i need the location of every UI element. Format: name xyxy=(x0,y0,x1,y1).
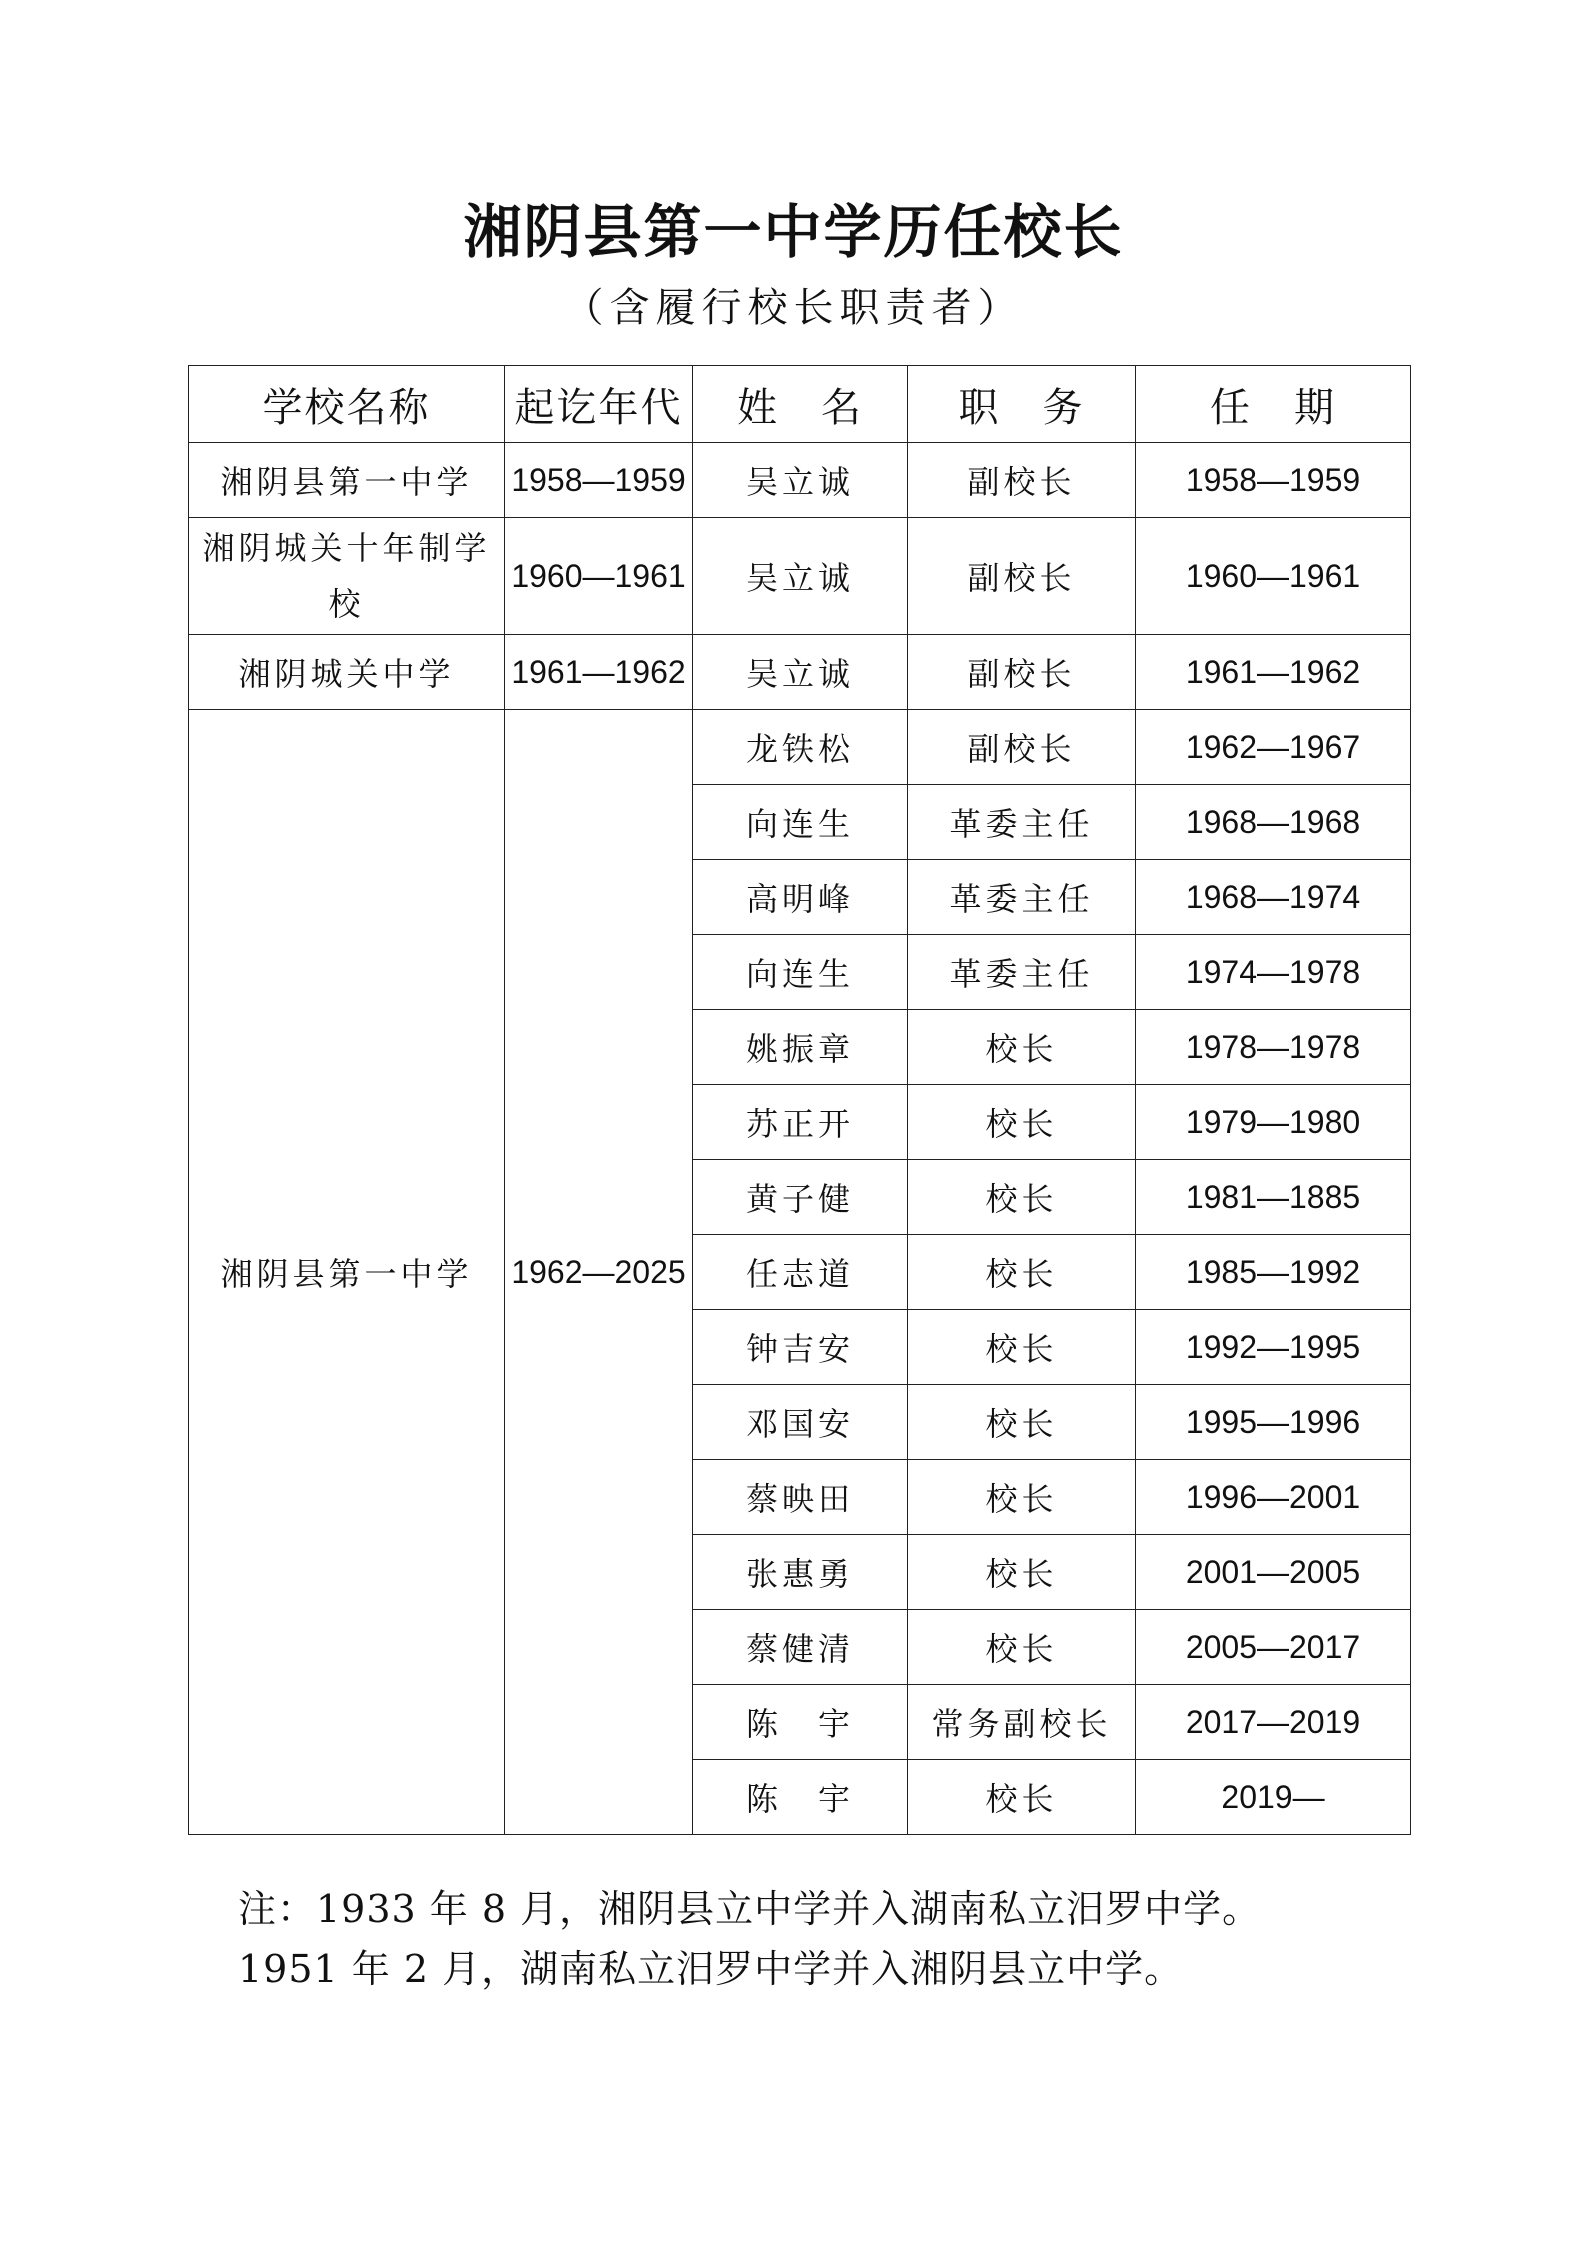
term-cell: 1996—2001 xyxy=(1136,1460,1411,1535)
term-cell: 1968—1974 xyxy=(1136,860,1411,935)
years-cell: 1961—1962 xyxy=(505,635,693,710)
term-cell: 1985—1992 xyxy=(1136,1235,1411,1310)
page-subtitle: （含履行校长职责者） xyxy=(563,285,1024,331)
name-cell: 高明峰 xyxy=(693,860,908,935)
position-cell: 常务副校长 xyxy=(908,1685,1136,1760)
position-cell: 校长 xyxy=(908,1760,1136,1835)
position-cell: 校长 xyxy=(908,1460,1136,1535)
header-position: 职 务 xyxy=(908,366,1136,443)
position-cell: 革委主任 xyxy=(908,935,1136,1010)
table-row xyxy=(189,635,1411,710)
term-cell: 2001—2005 xyxy=(1136,1535,1411,1610)
footnote-line-1: 注：1933 年 8 月，湘阴县立中学并入湖南私立汨罗中学。 xyxy=(238,1887,1262,1931)
name-cell: 张惠勇 xyxy=(693,1535,908,1610)
table-header-row xyxy=(189,366,1411,443)
table-row xyxy=(189,710,1411,785)
position-cell: 革委主任 xyxy=(908,785,1136,860)
term-cell: 1981—1885 xyxy=(1136,1160,1411,1235)
name-cell: 苏正开 xyxy=(693,1085,908,1160)
name-cell: 向连生 xyxy=(693,785,908,860)
name-cell: 黄子健 xyxy=(693,1160,908,1235)
position-cell: 校长 xyxy=(908,1235,1136,1310)
name-cell: 吴立诚 xyxy=(693,443,908,518)
term-cell: 1995—1996 xyxy=(1136,1385,1411,1460)
name-cell: 陈 宇 xyxy=(693,1685,908,1760)
school-cell xyxy=(189,518,505,635)
position-cell: 校长 xyxy=(908,1385,1136,1460)
position-cell: 校长 xyxy=(908,1610,1136,1685)
school-cell: 湘阴县第一中学 xyxy=(189,710,505,1835)
term-cell: 1974—1978 xyxy=(1136,935,1411,1010)
term-cell: 1958—1959 xyxy=(1136,443,1411,518)
position-cell: 副校长 xyxy=(908,443,1136,518)
page-title: 湘阴县第一中学历任校长 xyxy=(463,198,1124,266)
term-cell: 1960—1961 xyxy=(1136,518,1411,635)
header-name: 姓 名 xyxy=(693,366,908,443)
years-cell: 1958—1959 xyxy=(505,443,693,518)
years-cell: 1960—1961 xyxy=(505,518,693,635)
school-cell: 湘阴县第一中学 xyxy=(189,443,505,518)
name-cell: 蔡映田 xyxy=(693,1460,908,1535)
term-cell: 2019— xyxy=(1136,1760,1411,1835)
name-cell: 钟吉安 xyxy=(693,1310,908,1385)
term-cell: 1978—1978 xyxy=(1136,1010,1411,1085)
term-cell: 2017—2019 xyxy=(1136,1685,1411,1760)
name-cell: 陈 宇 xyxy=(693,1760,908,1835)
name-cell: 邓国安 xyxy=(693,1385,908,1460)
footnote-line-2: 1951 年 2 月，湖南私立汨罗中学并入湘阴县立中学。 xyxy=(238,1947,1184,1991)
position-cell: 革委主任 xyxy=(908,860,1136,935)
name-cell: 姚振章 xyxy=(693,1010,908,1085)
position-cell: 校长 xyxy=(908,1535,1136,1610)
term-cell: 1961—1962 xyxy=(1136,635,1411,710)
name-cell: 龙铁松 xyxy=(693,710,908,785)
table-row xyxy=(189,518,1411,635)
school-cell-text: 湘阴城关十年制学校 xyxy=(202,529,491,623)
term-cell: 1968—1968 xyxy=(1136,785,1411,860)
term-cell: 1992—1995 xyxy=(1136,1310,1411,1385)
principals-table xyxy=(188,365,1411,1835)
years-cell: 1962—2025 xyxy=(505,710,693,1835)
term-cell: 1979—1980 xyxy=(1136,1085,1411,1160)
name-cell: 吴立诚 xyxy=(693,635,908,710)
table-row xyxy=(189,443,1411,518)
position-cell: 副校长 xyxy=(908,518,1136,635)
term-cell: 1962—1967 xyxy=(1136,710,1411,785)
header-term: 任 期 xyxy=(1136,366,1411,443)
position-cell: 副校长 xyxy=(908,635,1136,710)
name-cell: 蔡健清 xyxy=(693,1610,908,1685)
position-cell: 校长 xyxy=(908,1085,1136,1160)
header-years: 起讫年代 xyxy=(505,366,693,443)
position-cell: 副校长 xyxy=(908,710,1136,785)
name-cell: 吴立诚 xyxy=(693,518,908,635)
position-cell: 校长 xyxy=(908,1310,1136,1385)
school-cell: 湘阴城关中学 xyxy=(189,635,505,710)
position-cell: 校长 xyxy=(908,1010,1136,1085)
position-cell: 校长 xyxy=(908,1160,1136,1235)
name-cell: 向连生 xyxy=(693,935,908,1010)
header-school-name: 学校名称 xyxy=(189,366,505,443)
term-cell: 2005—2017 xyxy=(1136,1610,1411,1685)
name-cell: 任志道 xyxy=(693,1235,908,1310)
